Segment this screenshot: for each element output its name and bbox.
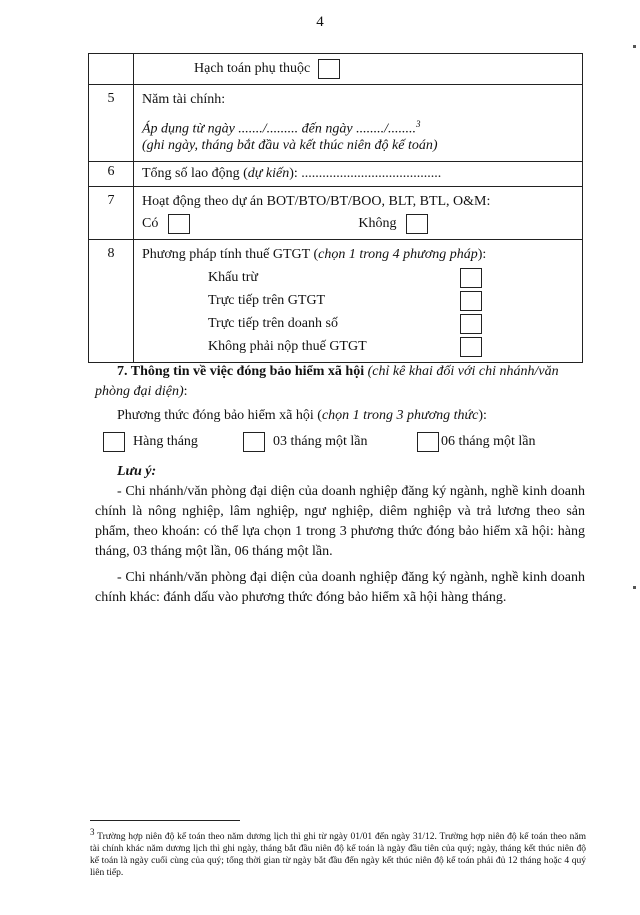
page-number: 4	[316, 14, 324, 30]
insurance-semiannual-checkbox[interactable]	[417, 432, 439, 452]
footnote-divider	[90, 820, 240, 821]
row-number-5: 5	[89, 85, 134, 162]
vat-method-label: Trực tiếp trên doanh số	[208, 316, 338, 331]
vat-method-list	[208, 266, 576, 358]
projects-no-checkbox[interactable]	[406, 214, 428, 234]
section-heading-bold: 7. Thông tin về việc đóng bảo hiểm xã hội	[117, 364, 365, 379]
vat-method-label: Không phải nộp thuế GTGT	[208, 339, 367, 354]
employees-field[interactable]: ): ........................................	[289, 166, 442, 181]
table-row-6	[89, 162, 583, 187]
insurance-option-semiannual[interactable]	[417, 432, 536, 452]
note-paragraph-1: - Chi nhánh/văn phòng đại diện của doanh nghiệp đăng ký ngành, nghề kinh doanh chính là nông nghiệp, lâm nghiệp, ngư nghiệp, diêm nghiệp và trả lương theo sản phẩm, theo khoán: có thể lựa chọn 1 trong 3 phương thức đóng bảo hiểm xã hội: hàng tháng, 03 tháng một lần, 06 tháng một lần.	[95, 484, 585, 559]
row-content-vat-method	[134, 240, 583, 363]
insurance-method-label: Phương thức đóng bảo hiểm xã hội (	[117, 408, 322, 423]
insurance-monthly-checkbox[interactable]	[103, 432, 125, 452]
insurance-method-line	[95, 406, 585, 426]
edge-mark	[633, 45, 636, 48]
vat-method-title: Phương pháp tính thuế GTGT (	[142, 247, 319, 262]
vat-method-label: Trực tiếp trên GTGT	[208, 293, 326, 308]
footnote-text: Trường hợp niên độ kế toán theo năm dương lịch thì ghi từ ngày 01/01 đến ngày 31/12. Trường hợp niên độ kế toán theo năm tài chính khác năm dương lịch thì ghi ngày, tháng bắt đầu niên độ kế toán là ngày đầu tiên của quý; ngày, tháng kết thúc niên độ kế toán là ngày cuối cùng của quý; tổng thời gian từ ngày bắt đầu đến ngày kết thúc niên độ kế toán phải đủ 12 tháng hoặc 4 quý liên tiếp.	[90, 832, 586, 879]
vat-method-title-end: ):	[477, 247, 487, 262]
insurance-option-quarterly[interactable]	[243, 432, 417, 452]
projects-title: Hoạt động theo dự án BOT/BTO/BT/BOO, BLT, BTL, O&M:	[142, 194, 491, 209]
insurance-option-label: 06 tháng một lần	[441, 434, 536, 449]
note-title: Lưu ý:	[117, 464, 157, 479]
fiscal-year-apply[interactable]: Áp dụng từ ngày ......./......... đến ngày ......../........	[142, 121, 416, 137]
table-row-7	[89, 187, 583, 240]
fiscal-year-title: Năm tài chính:	[142, 92, 226, 107]
row-number-8: 8	[89, 240, 134, 363]
insurance-method-italic: chọn 1 trong 3 phương thức	[321, 408, 479, 423]
projects-no-label: Không	[358, 216, 397, 231]
vat-method-item	[208, 289, 576, 312]
registration-table	[88, 53, 583, 363]
insurance-quarterly-checkbox[interactable]	[243, 432, 265, 452]
dependent-accounting-checkbox[interactable]	[318, 59, 340, 79]
projects-yes-label: Có	[142, 216, 159, 231]
vat-method-title-italic: chọn 1 trong 4 phương pháp	[318, 247, 478, 262]
insurance-options	[103, 432, 585, 452]
vat-method-checkbox-direct-gtgt[interactable]	[460, 291, 482, 311]
vat-method-checkbox-exempt[interactable]	[460, 337, 482, 357]
vat-method-item	[208, 266, 576, 289]
footnote	[90, 826, 586, 879]
footnote-ref: 3	[416, 119, 421, 129]
fiscal-year-note: (ghi ngày, tháng bắt đầu và kết thúc niên độ kế toán)	[142, 138, 438, 153]
note-paragraph-2: - Chi nhánh/văn phòng đại diện của doanh nghiệp đăng ký ngành, nghề kinh doanh chính khác: đánh dấu vào phương thức đóng bảo hiểm xã hội hàng tháng.	[95, 570, 585, 605]
row-content-employees	[134, 162, 583, 187]
projects-yes-checkbox[interactable]	[168, 214, 190, 234]
vat-method-label: Khấu trừ	[208, 270, 258, 285]
row-content-fiscal-year	[134, 85, 583, 162]
row-number-6: 6	[89, 162, 134, 187]
insurance-option-label: Hàng tháng	[133, 434, 198, 449]
vat-method-item	[208, 312, 576, 335]
table-row-dependent	[89, 54, 583, 85]
row-content-projects	[134, 187, 583, 240]
insurance-option-label: 03 tháng một lần	[273, 434, 368, 449]
insurance-method-end: ):	[478, 408, 487, 423]
table-row-8	[89, 240, 583, 363]
employees-label-italic: dự kiến	[247, 166, 290, 181]
vat-method-checkbox-deduction[interactable]	[460, 268, 482, 288]
section-heading-end: :	[183, 384, 188, 399]
dependent-accounting-label: Hạch toán phụ thuộc	[194, 61, 311, 76]
table-row-5	[89, 85, 583, 162]
footnote-number: 3	[90, 827, 95, 837]
employees-label: Tổng số lao động (	[142, 166, 248, 181]
insurance-option-monthly[interactable]	[103, 432, 243, 452]
vat-method-checkbox-direct-revenue[interactable]	[460, 314, 482, 334]
row-number-empty	[89, 54, 134, 85]
social-insurance-section	[95, 362, 585, 614]
row-content-dependent	[134, 54, 583, 85]
section-heading	[95, 362, 585, 402]
section-heading-italic: (chỉ kê khai đối với chi nhánh/văn phòng đại diện)	[95, 364, 559, 399]
row-number-7: 7	[89, 187, 134, 240]
vat-method-item	[208, 335, 576, 358]
edge-mark	[633, 586, 636, 589]
